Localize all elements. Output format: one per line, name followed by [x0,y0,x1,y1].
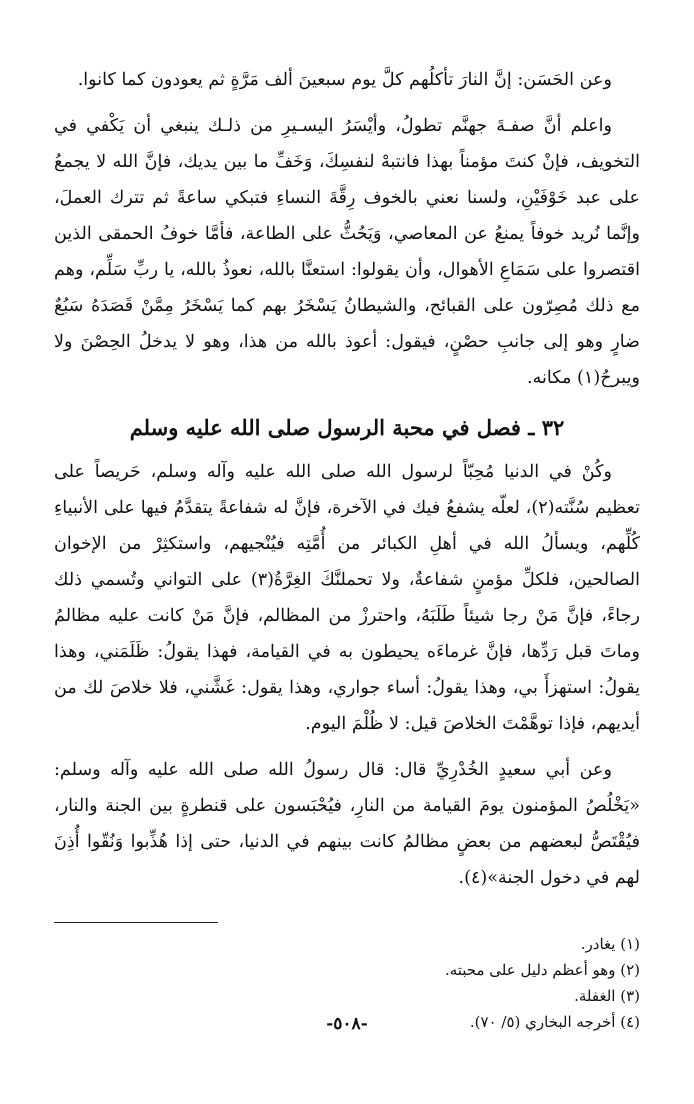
paragraph-love-prophet: وكُنْ في الدنيا مُحِبّاً لرسول الله صلى الله عليه وآله وسلم، حَريصاً على تعظيم سُنَّته(٢)، لعلّه يشفعُ فيك في الآخرة، فإنَّ له شفاعةً يتقدَّمُ فيها على الأنبياءِ كُلِّهم، ويسألُ الله في أهلِ الكبائر من أُمَّتِه فيُنْجيهم، واستكثِرْ من الإخوان الصالحين، فلكلِّ مؤمنٍ شفاعةٌ، ولا تحملنَّكَ الغِرَّةُ(٣) على التواني وتُسمي ذلك رجاءً، فإنَّ مَنْ رجا شيئاً طَلَبَهُ، واحترزْ من المظالم، فإنَّ مَنْ كانت عليه مظالمُ وماتَ قبل رَدِّها، فإنَّ غرماءَه يحيطون به في القيامة، فهذا يقولُ: ظَلَمَني، وهذا يقولُ: استهزأَ بي، وهذا يقولُ: أساء جواري، وهذا يقول: غَشَّني، فلا خلاصَ لك من أيديهم، فإذا توهَّمْتَ الخلاصَ قيل: لا ظُلْمَ اليوم. [54,462,640,734]
page-body [54,62,640,1035]
footnote-4: (٤) أخرجه البخاري (٥/ ٧٠). [469,1013,640,1031]
paragraph-hasan: وعن الحَسَن: إنَّ النارَ تأكلُهم كلَّ يوم سبعينَ ألف مَرَّةٍ ثم يعودون كما كانوا. [77,70,612,90]
section-heading: ٣٢ ـ فصل في محبة الرسول صلى الله عليه وسلم [129,415,565,440]
paragraph-hadith: وعن أبي سعيدٍ الخُدْرِيِّ قال: قال رسولُ الله صلى الله عليه وآله وسلم: «يَخْلُصُ المؤمنون يومَ القيامة من النارِ، فيُحْبَسون على قنطرةٍ بين الجنة والنار، فيُقْتَصُّ لبعضهم من بعضٍ مظالمُ كانت بينهم في الدنيا، حتى إذا هُذِّبوا وَنُقّوا أُذِنَ لهم في دخول الجنة»(٤). [54,760,640,888]
footnote-1: (١) يغادر. [580,935,640,953]
footnote-3: (٣) الغفلة. [574,987,640,1005]
paragraph-jahannam: واعلم أنَّ صفـةَ جهنَّم تطولُ، وأيْسَرُ اليسـيرِ من ذلـك ينبغي أن يَكْفي في التخويف، فإنْ كنتَ مؤمناً بهذا فانتبهْ لنفسِكَ، وَخَفِّ ما بين يديك، فإنَّ الله لا يجمعُ على عبد خَوْفَيْنِ، ولسنا نعني بالخوف رِقَّةَ النساءِ فتبكي ساعةً ثم تترك العملَ، وإنَّما نُريد خوفاً يمنعُ عن المعاصي، وَيَحُثُّ على الطاعة، فأمَّا خوفُ الحمقى الذين اقتصروا على سَمَاعِ الأهوال، وأن يقولوا: استعنَّا بالله، نعوذُ بالله، يا ربِّ سَلِّم، وهم مع ذلك مُصِرّون على القبائح، والشيطانُ يَسْخَرُ بهم كما يَسْخَرُ مِمَّنْ قَصَدَهُ سَبُعٌ ضارٍ وهو إلى جانبِ حصْنٍ، فيقول: أعوذ بالله من هذا، وهو لا يدخلُ الحِصْنَ ولا ويبرحُ(١) مكانه. [54,116,640,388]
footnote-divider [54,922,218,923]
footnote-2: (٢) وهو أعظم دليل على محبته. [444,961,640,979]
page-number: -٥٠٨- [326,1014,368,1034]
